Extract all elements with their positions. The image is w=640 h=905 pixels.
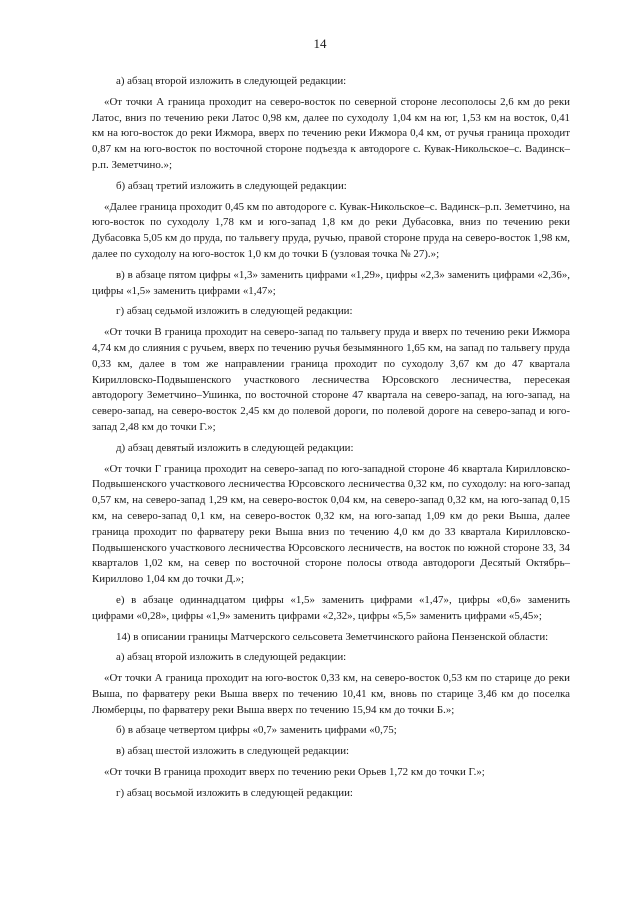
amendment-instruction: г) абзац седьмой изложить в следующей редакции: bbox=[116, 305, 353, 318]
amendment-instruction: г) абзац восьмой изложить в следующей редакции: bbox=[116, 786, 353, 799]
amendment-quote: «От точки В граница проходит на северо-запад по тальвегу пруда и вверх по течению реки Ижмора 4,74 км до слияния с ручьем, вверх по течению ручья безымянного 1,65 км, на запад по тальвегу пруда 0,33 км, далее в том же направлении граница проходит по суходолу 3,67 км до 47 квартала Кирилловско-Подвышенского участкового лесничества Юрсовского лесничества, пересекая автодорогу Земетчино–Ушинка, по восточной стороне 47 квартала на северо-запад, на юго-запад, на северо-запад, на северо-восток 2,45 км до полевой дороги, по полевой дороге на северо-запад и юго-запад 2,48 км до точки Г.»; bbox=[92, 326, 570, 433]
amendment-instruction: в) абзац шестой изложить в следующей редакции: bbox=[116, 745, 350, 758]
amendment-quote: «От точки А граница проходит на юго-восток 0,33 км, на северо-восток 0,53 км по старице до реки Выша, по фарватеру реки Выша вверх по течению 10,41 км, вновь по старице 3,46 км до поселка Люмберцы, по фарватеру реки Выша вверх по течению 15,94 км до точки Б.»; bbox=[92, 672, 570, 716]
document-body bbox=[92, 74, 570, 806]
amendment-quote: «От точки В граница проходит вверх по течению реки Орьев 1,72 км до точки Г.»; bbox=[104, 766, 485, 779]
amendment-quote: «От точки А граница проходит на северо-восток по северной стороне лесополосы 2,6 км до реки Латос, вниз по течению реки Латос 0,98 км, далее по суходолу 1,04 км на юг, 1,53 км на восток, 0,41 км на юго-восток до реки Ижмора, вверх по течению реки Ижмора 0,4 км, от ручья граница проходит 0,87 км на юго-восток по восточной стороне подъезда к автодороге с. Кувак-Никольское–с. Вадинск–р.п. Земетчино.»; bbox=[92, 95, 570, 171]
amendment-instruction: е) в абзаце одиннадцатом цифры «1,5» заменить цифрами «1,47», цифры «0,6» заменить цифрами «0,28», цифры «1,9» заменить цифрами «2,32», цифры «5,5» заменить цифрами «5,45»; bbox=[92, 593, 570, 622]
page-number: 14 bbox=[313, 36, 327, 51]
amendment-quote: «От точки Г граница проходит на северо-запад по юго-западной стороне 46 квартала Кирилловско-Подвышенского участкового лесничества Юрсовского лесничества 0,32 км, по суходолу: на юго-запад 0,57 км, на северо-запад 1,29 км, на северо-восток 0,04 км, на северо-запад 0,32 км, на юго-запад 0,15 км, на северо-запад 0,1 км, на северо-восток 0,32 км, на юго-запад 1,09 км до реки Выша, далее граница проходит по фарватеру реки Выша вниз по течению 4,0 км до 33 квартала Кирилловско-Подвышенского участкового лесничества Юрсовского лесничеств, на восток по южной стороне 33, 34 кварталов 1,02 км, на север по восточной стороне полосы отвода автодороги Десятый Октябрь–Кириллово 1,04 км до точки Д.»; bbox=[92, 462, 570, 586]
amendment-instruction: а) абзац второй изложить в следующей редакции: bbox=[116, 651, 347, 664]
amendment-quote: «Далее граница проходит 0,45 км по автодороге с. Кувак-Никольское–с. Вадинск–р.п. Земетчино, на юго-восток по суходолу 1,78 км и юго-запад 1,8 км до реки Дубасовка, вниз по течению реки Дубасовка 5,05 км до пруда, по тальвегу пруда, ручью, правой стороне пруда на северо-восток 1,98 км, далее по суходолу на юго-восток 1,0 км до точки Б (узловая точка № 27).»; bbox=[92, 200, 570, 260]
amendment-instruction: б) абзац третий изложить в следующей редакции: bbox=[116, 179, 347, 192]
amendment-instruction: в) в абзаце пятом цифры «1,3» заменить цифрами «1,29», цифры «2,3» заменить цифрами «2,36», цифры «1,5» заменить цифрами «1,47»; bbox=[92, 268, 570, 297]
amendment-instruction: б) в абзаце четвертом цифры «0,7» заменить цифрами «0,75; bbox=[116, 724, 397, 737]
section-heading: 14) в описании границы Матчерского сельсовета Земетчинского района Пензенской области: bbox=[116, 630, 549, 643]
amendment-instruction: а) абзац второй изложить в следующей редакции: bbox=[116, 75, 347, 87]
amendment-instruction: д) абзац девятый изложить в следующей редакции: bbox=[116, 441, 354, 454]
